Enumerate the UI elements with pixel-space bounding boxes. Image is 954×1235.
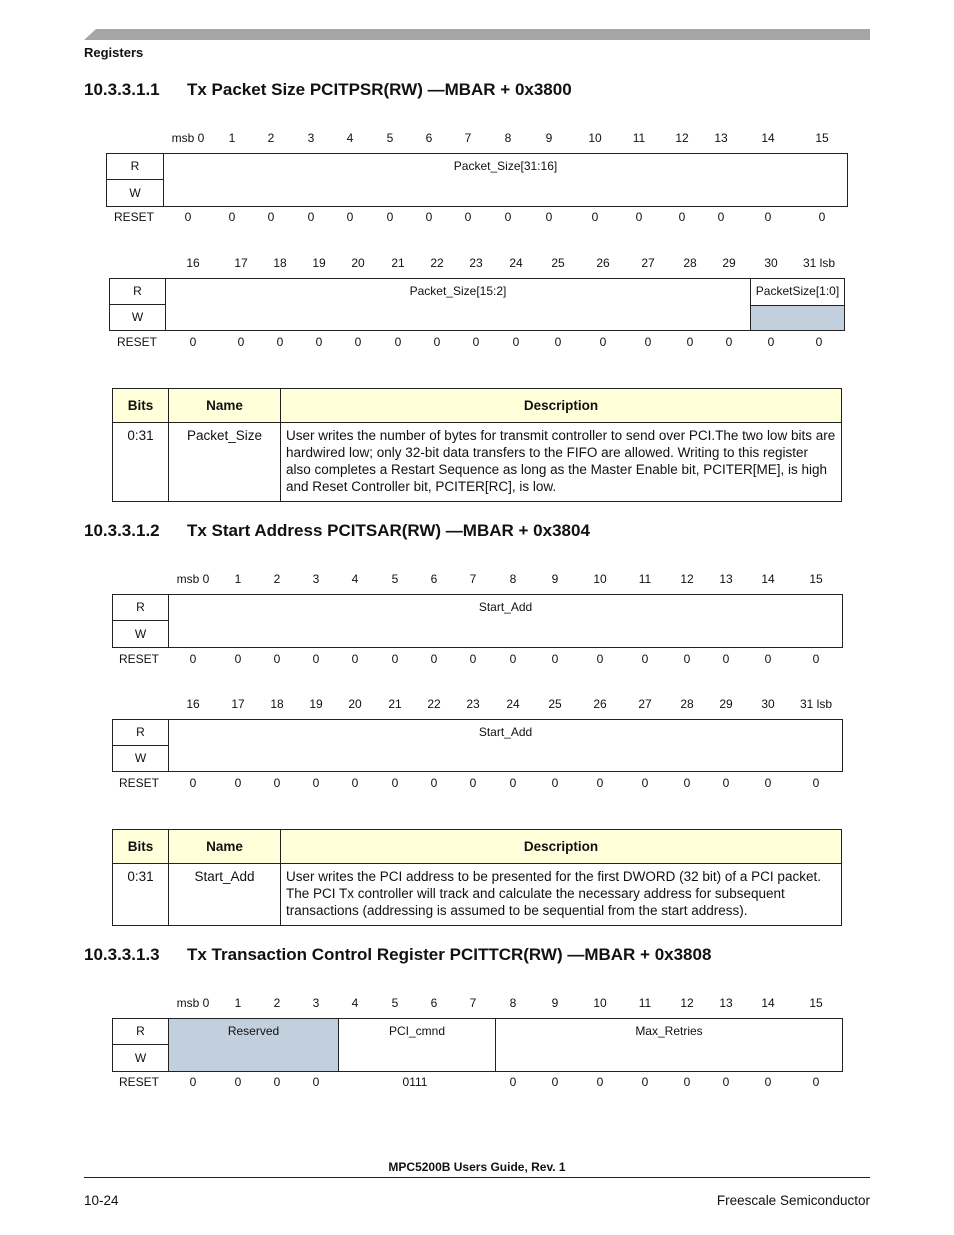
reset-value: 0 — [554, 335, 562, 349]
bit-number: 10 — [593, 572, 607, 586]
bit-number: 9 — [545, 131, 553, 145]
write-row-label: W — [113, 1045, 169, 1071]
section-number: 10.3.3.1.2 — [84, 521, 160, 540]
reset-value: 0 — [189, 652, 197, 666]
field-description-table — [112, 388, 842, 502]
bit-number: 14 — [761, 572, 775, 586]
reset-value: 0 — [386, 210, 394, 224]
field-label: Max_Retries — [635, 1024, 703, 1038]
register-field — [169, 720, 842, 771]
section-heading: Tx Packet Size PCITPSR(RW) —MBAR + 0x3800 — [187, 80, 572, 99]
reset-value: 0 — [394, 335, 402, 349]
bit-number: 23 — [469, 256, 483, 270]
header-bar — [84, 29, 870, 40]
reset-value-row — [0, 210, 954, 226]
bit-number: 2 — [267, 131, 275, 145]
reset-value: 0 — [818, 210, 826, 224]
bit-number: msb 0 — [171, 131, 205, 145]
column-header: Name — [169, 830, 281, 864]
bit-number: 29 — [719, 697, 733, 711]
bit-number: 4 — [346, 131, 354, 145]
shaded-readonly-area — [751, 305, 844, 330]
reset-value: 0 — [678, 210, 686, 224]
register-field — [338, 1019, 495, 1071]
read-row-label: R — [113, 720, 169, 746]
bit-number: 13 — [714, 131, 728, 145]
bit-number-row — [0, 572, 954, 588]
reset-value: 0 — [184, 210, 192, 224]
bit-number: 10 — [588, 131, 602, 145]
bit-number: 16 — [186, 256, 200, 270]
bit-number: 1 — [234, 996, 242, 1010]
reset-value: 0 — [273, 652, 281, 666]
bit-number: 7 — [469, 996, 477, 1010]
section-number: 10.3.3.1.3 — [84, 945, 160, 964]
column-header: Bits — [113, 830, 169, 864]
reset-value: 0 — [815, 335, 823, 349]
name-cell: Packet_Size — [169, 423, 281, 502]
reset-value: 0 — [717, 210, 725, 224]
bit-number: 28 — [683, 256, 697, 270]
reset-value: 0 — [596, 652, 604, 666]
reset-value: 0 — [472, 335, 480, 349]
bit-number: 30 — [761, 697, 775, 711]
bit-number: 20 — [351, 256, 365, 270]
bits-cell: 0:31 — [113, 864, 169, 926]
field-description-table — [112, 829, 842, 926]
bit-number: 13 — [719, 572, 733, 586]
register-field — [164, 154, 847, 206]
bit-number: 11 — [638, 572, 652, 586]
bit-number: 26 — [593, 697, 607, 711]
reset-value: 0 — [189, 335, 197, 349]
write-row-label: W — [110, 305, 166, 330]
register-diagram — [112, 594, 843, 648]
bit-number: 17 — [231, 697, 245, 711]
bit-number-row — [0, 131, 954, 147]
register-diagram — [112, 1018, 843, 1072]
reset-value: 0 — [315, 335, 323, 349]
field-label: Packet_Size[15:2] — [409, 284, 507, 298]
bit-number: 7 — [464, 131, 472, 145]
reset-value: 0 — [425, 210, 433, 224]
reset-value: 0 — [683, 652, 691, 666]
bit-number: 31 lsb — [799, 697, 833, 711]
field-label: PacketSize[1:0] — [755, 284, 840, 298]
reset-label: RESET — [117, 335, 158, 349]
write-row-label: W — [113, 621, 169, 647]
reset-value-row — [0, 776, 954, 792]
bit-number: 14 — [761, 996, 775, 1010]
reset-value: 0 — [722, 1075, 730, 1089]
bit-number: 12 — [680, 996, 694, 1010]
bit-number: 14 — [761, 131, 775, 145]
bits-cell: 0:31 — [113, 423, 169, 502]
reset-value: 0 — [641, 776, 649, 790]
bit-number: 31 lsb — [802, 256, 836, 270]
reset-value: 0 — [237, 335, 245, 349]
field-label: Reserved — [227, 1024, 280, 1038]
reset-value: 0 — [722, 776, 730, 790]
reset-value: 0 — [273, 1075, 281, 1089]
bit-number: 11 — [632, 131, 646, 145]
reset-value: 0 — [764, 210, 772, 224]
reset-value: 0 — [312, 776, 320, 790]
bit-number: 4 — [351, 572, 359, 586]
bit-number: msb 0 — [176, 572, 210, 586]
read-row-label: R — [113, 1019, 169, 1045]
bit-number: 25 — [551, 256, 565, 270]
reset-value: 0111 — [402, 1075, 428, 1089]
reset-value: 0 — [276, 335, 284, 349]
reset-value: 0 — [234, 776, 242, 790]
bit-number: 19 — [312, 256, 326, 270]
reset-value: 0 — [596, 1075, 604, 1089]
reset-value: 0 — [189, 776, 197, 790]
reset-label: RESET — [114, 210, 155, 224]
reset-value: 0 — [812, 652, 820, 666]
reset-value: 0 — [464, 210, 472, 224]
bit-number: 25 — [548, 697, 562, 711]
bit-number: 3 — [307, 131, 315, 145]
reset-value-row — [0, 652, 954, 668]
bit-number: 3 — [312, 996, 320, 1010]
bit-number: 6 — [430, 996, 438, 1010]
write-row-label: W — [113, 746, 169, 771]
bit-number: 4 — [351, 996, 359, 1010]
bit-number: 7 — [469, 572, 477, 586]
company-name: Freescale Semiconductor — [716, 1193, 870, 1208]
reset-value: 0 — [683, 776, 691, 790]
reset-value: 0 — [512, 335, 520, 349]
reset-value: 0 — [764, 652, 772, 666]
section-heading: Tx Start Address PCITSAR(RW) —MBAR + 0x3804 — [187, 521, 590, 540]
bit-number: 28 — [680, 697, 694, 711]
bit-number-row — [0, 697, 954, 713]
bit-number: 3 — [312, 572, 320, 586]
bit-number: 20 — [348, 697, 362, 711]
reset-value: 0 — [599, 335, 607, 349]
bit-number: 24 — [509, 256, 523, 270]
reset-value: 0 — [312, 652, 320, 666]
page-number: 10-24 — [84, 1193, 119, 1208]
reset-value: 0 — [764, 1075, 772, 1089]
reset-value: 0 — [764, 776, 772, 790]
bit-number-row — [0, 256, 954, 272]
bit-number: 2 — [273, 572, 281, 586]
footer-title: MPC5200B Users Guide, Rev. 1 — [388, 1160, 566, 1174]
table-row — [113, 423, 842, 502]
bit-number: 8 — [509, 996, 517, 1010]
reset-value: 0 — [354, 335, 362, 349]
reset-label: RESET — [119, 776, 160, 790]
register-diagram — [106, 153, 848, 207]
field-label: PCI_cmnd — [388, 1024, 446, 1038]
reset-value: 0 — [189, 1075, 197, 1089]
reset-value: 0 — [812, 1075, 820, 1089]
bit-number: msb 0 — [176, 996, 210, 1010]
read-row-label: R — [107, 154, 164, 180]
bit-number: 12 — [680, 572, 694, 586]
reset-value-row — [0, 335, 954, 351]
bit-number: 5 — [391, 996, 399, 1010]
reset-value: 0 — [591, 210, 599, 224]
bit-number: 26 — [596, 256, 610, 270]
reset-value: 0 — [469, 776, 477, 790]
bit-number: 6 — [425, 131, 433, 145]
bit-number: 29 — [722, 256, 736, 270]
name-cell: Start_Add — [169, 864, 281, 926]
reset-value: 0 — [509, 1075, 517, 1089]
register-field — [750, 279, 844, 330]
bit-number: 16 — [186, 697, 200, 711]
bit-number: 10 — [593, 996, 607, 1010]
reset-value: 0 — [551, 652, 559, 666]
reset-value: 0 — [767, 335, 775, 349]
reset-value: 0 — [812, 776, 820, 790]
table-row — [113, 864, 842, 926]
bit-number: 8 — [509, 572, 517, 586]
bit-number: 9 — [551, 572, 559, 586]
bit-number: 12 — [675, 131, 689, 145]
reset-value: 0 — [228, 210, 236, 224]
reset-value: 0 — [509, 652, 517, 666]
footer-rule — [84, 1177, 870, 1178]
reset-value: 0 — [391, 652, 399, 666]
reserved-field — [169, 1019, 338, 1071]
column-header: Bits — [113, 389, 169, 423]
bit-number: 30 — [764, 256, 778, 270]
reset-value: 0 — [307, 210, 315, 224]
bit-number: 1 — [234, 572, 242, 586]
section-title — [84, 521, 590, 541]
register-diagram — [109, 278, 845, 331]
reset-value: 0 — [641, 1075, 649, 1089]
bit-number: 11 — [638, 996, 652, 1010]
field-label: Packet_Size[31:16] — [453, 159, 558, 173]
bit-number: 5 — [391, 572, 399, 586]
bit-number: 21 — [388, 697, 402, 711]
bit-number: 24 — [506, 697, 520, 711]
register-diagram — [112, 719, 843, 772]
section-number: 10.3.3.1.1 — [84, 80, 160, 99]
reset-label: RESET — [119, 652, 160, 666]
section-title — [84, 80, 572, 100]
field-label: Start_Add — [478, 725, 533, 739]
reset-value: 0 — [312, 1075, 320, 1089]
reset-value: 0 — [686, 335, 694, 349]
bit-number: 27 — [641, 256, 655, 270]
description-cell: User writes the PCI address to be presented for the first DWORD (32 bit) of a PCI packet. The PCI Tx controller will track and calculate the necessary address for subsequent transactions (addressing is assumed to be sequential from the start address). — [281, 864, 842, 926]
reset-value: 0 — [551, 1075, 559, 1089]
register-field — [495, 1019, 842, 1071]
bit-number: 27 — [638, 697, 652, 711]
column-header: Description — [281, 389, 842, 423]
reset-value: 0 — [267, 210, 275, 224]
reset-value: 0 — [509, 776, 517, 790]
read-row-label: R — [113, 595, 169, 621]
reset-value: 0 — [273, 776, 281, 790]
reset-value: 0 — [644, 335, 652, 349]
bit-number: 17 — [234, 256, 248, 270]
bit-number: 21 — [391, 256, 405, 270]
section-title — [84, 945, 711, 965]
section-heading: Tx Transaction Control Register PCITTCR(RW) —MBAR + 0x3808 — [187, 945, 712, 964]
reset-value: 0 — [391, 776, 399, 790]
bit-number: 1 — [228, 131, 236, 145]
reset-value: 0 — [430, 776, 438, 790]
bit-number: 15 — [809, 572, 823, 586]
bit-number: 9 — [551, 996, 559, 1010]
bit-number: 15 — [815, 131, 829, 145]
register-field — [169, 595, 842, 647]
column-header: Description — [281, 830, 842, 864]
reset-value: 0 — [469, 652, 477, 666]
field-label: Start_Add — [478, 600, 533, 614]
reset-value: 0 — [234, 652, 242, 666]
reset-value-row — [0, 1075, 954, 1091]
bit-number: 8 — [504, 131, 512, 145]
bit-number: 13 — [719, 996, 733, 1010]
reset-value: 0 — [596, 776, 604, 790]
bit-number: 6 — [430, 572, 438, 586]
bit-number-row — [0, 996, 954, 1012]
bit-number: 2 — [273, 996, 281, 1010]
bit-number: 5 — [386, 131, 394, 145]
reset-value: 0 — [234, 1075, 242, 1089]
bit-number: 22 — [430, 256, 444, 270]
register-field — [166, 279, 750, 330]
reset-value: 0 — [433, 335, 441, 349]
reset-value: 0 — [683, 1075, 691, 1089]
reset-value: 0 — [346, 210, 354, 224]
reset-value: 0 — [641, 652, 649, 666]
bit-number: 19 — [309, 697, 323, 711]
reset-value: 0 — [725, 335, 733, 349]
write-row-label: W — [107, 180, 164, 206]
bit-number: 22 — [427, 697, 441, 711]
running-head: Registers — [84, 45, 144, 60]
reset-value: 0 — [430, 652, 438, 666]
bit-number: 15 — [809, 996, 823, 1010]
reset-label: RESET — [119, 1075, 160, 1089]
reset-value: 0 — [504, 210, 512, 224]
reset-value: 0 — [551, 776, 559, 790]
bit-number: 18 — [270, 697, 284, 711]
reset-value: 0 — [545, 210, 553, 224]
bit-number: 18 — [273, 256, 287, 270]
description-cell: User writes the number of bytes for transmit controller to send over PCI.The two low bits are hardwired low; only 32-bit data transfers to the FIFO are allowed. Writing to this register also completes a Restart Sequence as long as the Master Enable bit, PCITER[ME], is high and Reset Controller bit, PCITER[RC], is low. — [281, 423, 842, 502]
bit-number: 23 — [466, 697, 480, 711]
reset-value: 0 — [351, 776, 359, 790]
reset-value: 0 — [635, 210, 643, 224]
reset-value: 0 — [722, 652, 730, 666]
read-row-label: R — [110, 279, 166, 305]
column-header: Name — [169, 389, 281, 423]
reset-value: 0 — [351, 652, 359, 666]
